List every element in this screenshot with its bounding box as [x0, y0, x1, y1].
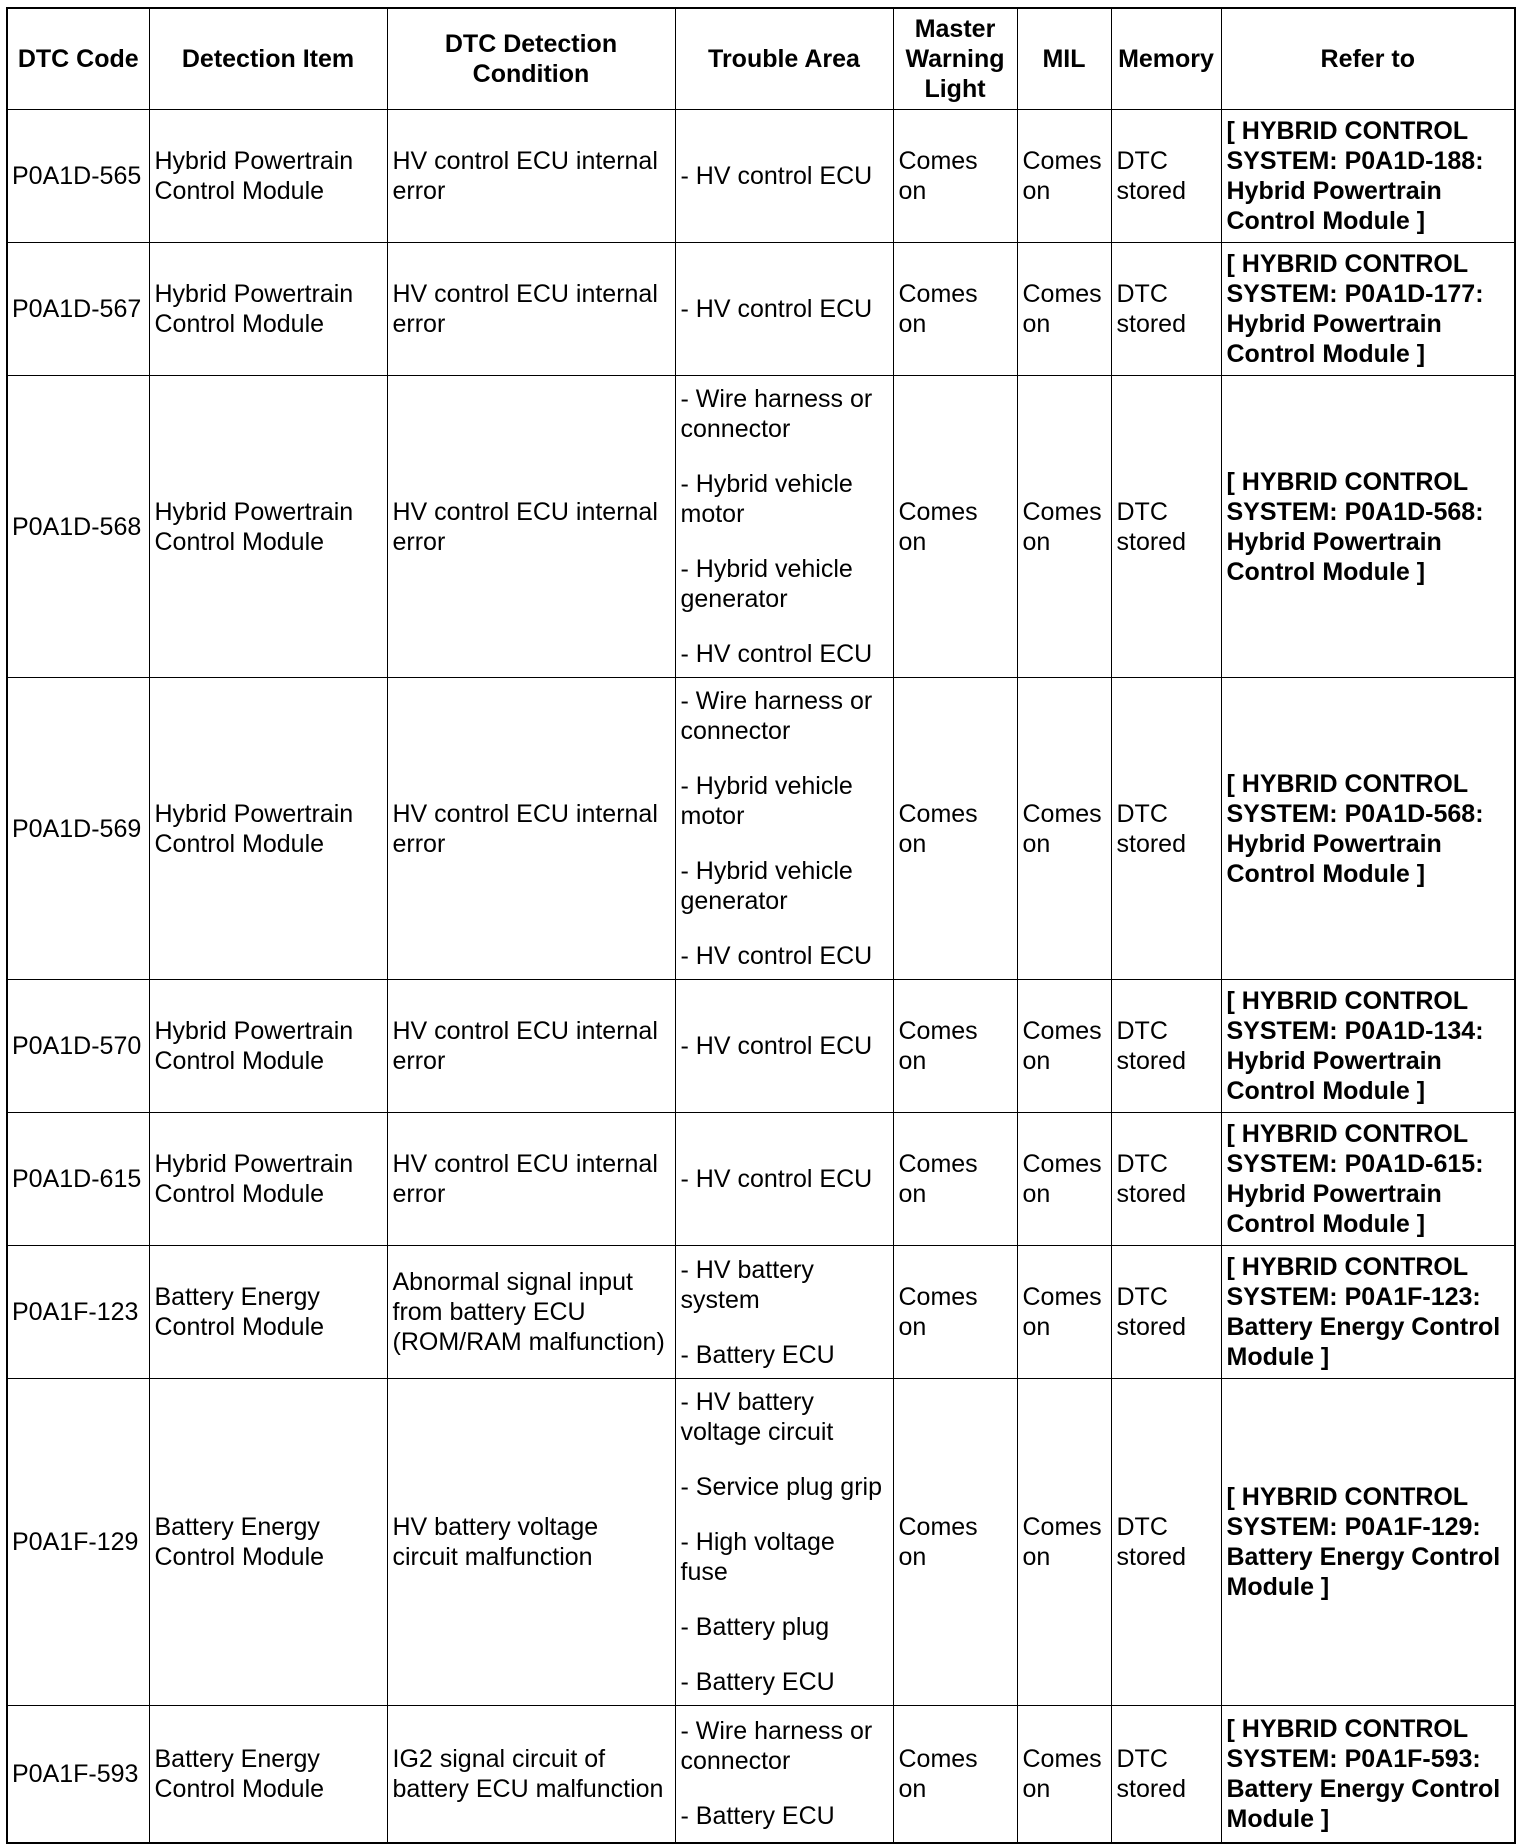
memory-cell: DTC stored — [1111, 110, 1221, 243]
trouble-area-item: - HV control ECU — [680, 1032, 873, 1060]
dtc-code-cell: P0A1F-123 — [7, 1246, 149, 1379]
mil-cell: Comes on — [1017, 376, 1111, 678]
trouble-area-item: - Wire harness or connector — [680, 385, 873, 443]
trouble-area-cell — [675, 678, 893, 980]
dtc-code-cell: P0A1F-593 — [7, 1706, 149, 1843]
master-warning-cell: Comes on — [893, 1706, 1017, 1843]
refer-to-cell: [ HYBRID CONTROL SYSTEM: P0A1D-568: Hybrid Powertrain Control Module ] — [1221, 678, 1515, 980]
trouble-area-item: - HV battery system — [680, 1255, 814, 1314]
memory-cell: DTC stored — [1111, 1246, 1221, 1379]
detection-item-cell: Hybrid Powertrain Control Module — [149, 110, 387, 243]
detection-item-cell: Hybrid Powertrain Control Module — [149, 1113, 387, 1246]
mil-cell: Comes on — [1017, 1246, 1111, 1379]
mil-cell: Comes on — [1017, 243, 1111, 376]
memory-cell: DTC stored — [1111, 1379, 1221, 1706]
trouble-area-list — [681, 1249, 888, 1376]
detection-condition-cell: HV control ECU internal error — [387, 1113, 675, 1246]
trouble-area-item: - Wire harness or connector — [680, 687, 873, 745]
trouble-area-list — [681, 680, 888, 977]
header-trouble-area: Trouble Area — [675, 8, 893, 110]
trouble-area-cell — [675, 1379, 893, 1706]
table-row — [7, 376, 1515, 678]
mil-cell: Comes on — [1017, 1706, 1111, 1843]
mil-cell: Comes on — [1017, 1379, 1111, 1706]
memory-cell: DTC stored — [1111, 1706, 1221, 1843]
mil-cell: Comes on — [1017, 678, 1111, 980]
detection-item-cell: Battery Energy Control Module — [149, 1706, 387, 1843]
trouble-area-cell — [675, 980, 893, 1113]
trouble-area-item: - Battery ECU — [680, 1668, 835, 1696]
header-mil: MIL — [1017, 8, 1111, 110]
header-dtc-code: DTC Code — [7, 8, 149, 110]
refer-to-cell: [ HYBRID CONTROL SYSTEM: P0A1F-129: Battery Energy Control Module ] — [1221, 1379, 1515, 1706]
trouble-area-item: - HV control ECU — [680, 640, 873, 668]
trouble-area-item: - Battery plug — [680, 1613, 830, 1641]
table-row — [7, 980, 1515, 1113]
trouble-area-item: - Battery ECU — [680, 1340, 835, 1369]
trouble-area-item: - HV control ECU — [680, 295, 873, 323]
memory-cell: DTC stored — [1111, 980, 1221, 1113]
trouble-area-item: - HV battery voltage circuit — [680, 1388, 834, 1446]
dtc-table — [6, 7, 1516, 1844]
detection-condition-cell: HV battery voltage circuit malfunction — [387, 1379, 675, 1706]
trouble-area-item: - Wire harness or connector — [680, 1717, 873, 1776]
dtc-code-cell: P0A1D-570 — [7, 980, 149, 1113]
trouble-area-cell — [675, 1246, 893, 1379]
master-warning-cell: Comes on — [893, 980, 1017, 1113]
trouble-area-list — [681, 1381, 888, 1703]
detection-item-cell: Hybrid Powertrain Control Module — [149, 243, 387, 376]
memory-cell: DTC stored — [1111, 376, 1221, 678]
trouble-area-list — [681, 288, 888, 330]
memory-cell: DTC stored — [1111, 243, 1221, 376]
header-row — [7, 8, 1515, 110]
trouble-area-item: - HV control ECU — [680, 1165, 873, 1193]
trouble-area-item: - Service plug grip — [680, 1473, 882, 1501]
refer-to-cell: [ HYBRID CONTROL SYSTEM: P0A1F-123: Battery Energy Control Module ] — [1221, 1246, 1515, 1379]
detection-condition-cell: HV control ECU internal error — [387, 243, 675, 376]
detection-item-cell: Hybrid Powertrain Control Module — [149, 376, 387, 678]
detection-item-cell: Battery Energy Control Module — [149, 1379, 387, 1706]
dtc-code-cell: P0A1D-568 — [7, 376, 149, 678]
table-row — [7, 678, 1515, 980]
trouble-area-item: - HV control ECU — [680, 162, 873, 190]
trouble-area-item: - Hybrid vehicle generator — [680, 857, 853, 915]
detection-condition-cell: Abnormal signal input from battery ECU (ROM/RAM malfunction) — [387, 1246, 675, 1379]
trouble-area-cell — [675, 1113, 893, 1246]
trouble-area-item: - Hybrid vehicle generator — [680, 555, 853, 613]
dtc-code-cell: P0A1D-567 — [7, 243, 149, 376]
header-memory: Memory — [1111, 8, 1221, 110]
mil-cell: Comes on — [1017, 110, 1111, 243]
mil-cell: Comes on — [1017, 980, 1111, 1113]
table-row — [7, 1379, 1515, 1706]
detection-item-cell: Hybrid Powertrain Control Module — [149, 980, 387, 1113]
header-detection-condition: DTC Detection Condition — [387, 8, 675, 110]
trouble-area-item: - Hybrid vehicle motor — [680, 470, 853, 528]
dtc-code-cell: P0A1D-569 — [7, 678, 149, 980]
refer-to-cell: [ HYBRID CONTROL SYSTEM: P0A1D-188: Hybrid Powertrain Control Module ] — [1221, 110, 1515, 243]
refer-to-cell: [ HYBRID CONTROL SYSTEM: P0A1D-177: Hybrid Powertrain Control Module ] — [1221, 243, 1515, 376]
header-master-warning-light: Master Warning Light — [893, 8, 1017, 110]
trouble-area-list — [681, 378, 888, 675]
detection-condition-cell: HV control ECU internal error — [387, 110, 675, 243]
detection-item-cell: Battery Energy Control Module — [149, 1246, 387, 1379]
trouble-area-item: - Battery ECU — [680, 1802, 835, 1831]
header-detection-item: Detection Item — [149, 8, 387, 110]
detection-item-cell: Hybrid Powertrain Control Module — [149, 678, 387, 980]
header-refer-to: Refer to — [1221, 8, 1515, 110]
mil-cell: Comes on — [1017, 1113, 1111, 1246]
dtc-code-cell: P0A1D-615 — [7, 1113, 149, 1246]
master-warning-cell: Comes on — [893, 1113, 1017, 1246]
detection-condition-cell: HV control ECU internal error — [387, 376, 675, 678]
table-row — [7, 110, 1515, 243]
refer-to-cell: [ HYBRID CONTROL SYSTEM: P0A1F-593: Battery Energy Control Module ] — [1221, 1706, 1515, 1843]
table-row — [7, 1246, 1515, 1379]
master-warning-cell: Comes on — [893, 110, 1017, 243]
master-warning-cell: Comes on — [893, 376, 1017, 678]
dtc-code-cell: P0A1D-565 — [7, 110, 149, 243]
trouble-area-list — [681, 1710, 888, 1837]
table-row — [7, 1113, 1515, 1246]
trouble-area-cell — [675, 376, 893, 678]
master-warning-cell: Comes on — [893, 1246, 1017, 1379]
trouble-area-item: - Hybrid vehicle motor — [680, 772, 853, 830]
trouble-area-list — [681, 1025, 888, 1067]
trouble-area-list — [681, 155, 888, 197]
table-body — [7, 110, 1515, 1843]
trouble-area-cell — [675, 1706, 893, 1843]
refer-to-cell: [ HYBRID CONTROL SYSTEM: P0A1D-134: Hybrid Powertrain Control Module ] — [1221, 980, 1515, 1113]
table-row — [7, 243, 1515, 376]
detection-condition-cell: HV control ECU internal error — [387, 678, 675, 980]
detection-condition-cell: HV control ECU internal error — [387, 980, 675, 1113]
master-warning-cell: Comes on — [893, 243, 1017, 376]
dtc-code-cell: P0A1F-129 — [7, 1379, 149, 1706]
trouble-area-cell — [675, 110, 893, 243]
detection-condition-cell: IG2 signal circuit of battery ECU malfunction — [387, 1706, 675, 1843]
memory-cell: DTC stored — [1111, 1113, 1221, 1246]
table-row — [7, 1706, 1515, 1843]
memory-cell: DTC stored — [1111, 678, 1221, 980]
trouble-area-list — [681, 1158, 888, 1200]
trouble-area-item: - HV control ECU — [680, 942, 873, 970]
master-warning-cell: Comes on — [893, 1379, 1017, 1706]
master-warning-cell: Comes on — [893, 678, 1017, 980]
trouble-area-cell — [675, 243, 893, 376]
refer-to-cell: [ HYBRID CONTROL SYSTEM: P0A1D-568: Hybrid Powertrain Control Module ] — [1221, 376, 1515, 678]
trouble-area-item: - High voltage fuse — [680, 1528, 835, 1586]
refer-to-cell: [ HYBRID CONTROL SYSTEM: P0A1D-615: Hybrid Powertrain Control Module ] — [1221, 1113, 1515, 1246]
